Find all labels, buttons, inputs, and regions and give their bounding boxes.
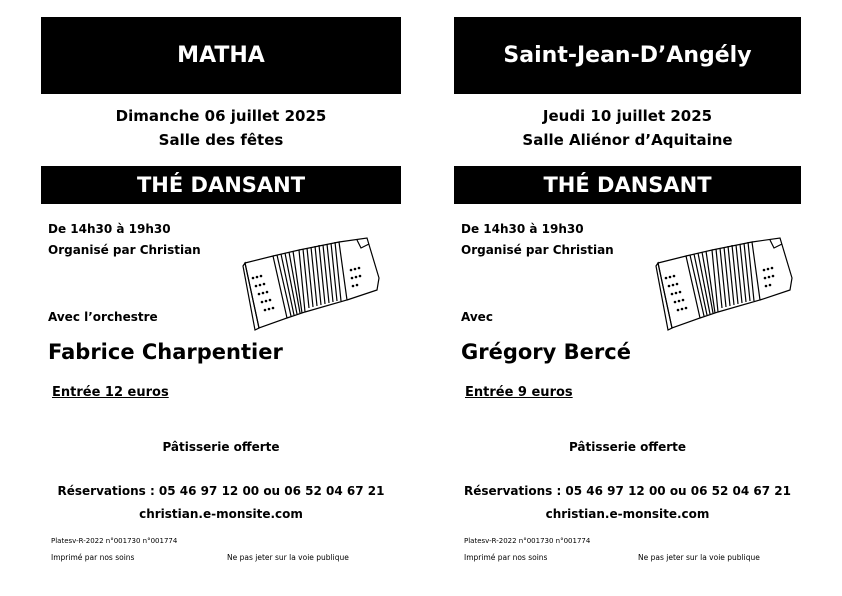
city-banner: Saint-Jean-D’Angély	[454, 17, 801, 94]
band-intro: Avec l’orchestre	[48, 310, 158, 324]
printed-note: Imprimé par nos soins	[464, 553, 548, 562]
entry-price: Entrée 12 euros	[52, 385, 169, 400]
event-venue: Salle des fêtes	[158, 131, 284, 149]
accordion-icon	[652, 228, 802, 338]
reservations-phone: Réservations : 05 46 97 12 00 ou 06 52 04 67 21	[464, 484, 791, 498]
pastry-offer: Pâtisserie offerte	[568, 440, 687, 454]
date-venue-block	[41, 104, 401, 152]
artist-name: Grégory Bercé	[461, 340, 631, 364]
website-link[interactable]: christian.e-monsite.com	[139, 507, 303, 521]
license-number: Platesv-R-2022 n°001730 n°001774	[464, 537, 591, 545]
event-organizer: Organisé par Christian	[48, 243, 201, 257]
website-link[interactable]: christian.e-monsite.com	[545, 507, 710, 521]
no-litter-note: Ne pas jeter sur la voie publique	[638, 553, 760, 562]
event-hours: De 14h30 à 19h30	[461, 222, 584, 236]
printed-note: Imprimé par nos soins	[51, 553, 135, 562]
city-banner: MATHA	[41, 17, 401, 94]
event-title-banner: THÉ DANSANT	[454, 166, 801, 204]
date-venue-block	[454, 104, 801, 152]
flyer-matha	[41, 0, 401, 596]
pastry-offer: Pâtisserie offerte	[162, 440, 280, 454]
artist-name: Fabrice Charpentier	[48, 340, 283, 364]
no-litter-note: Ne pas jeter sur la voie publique	[227, 553, 349, 562]
reservations-phone: Réservations : 05 46 97 12 00 ou 06 52 04 67 21	[57, 484, 385, 498]
event-venue: Salle Aliénor d’Aquitaine	[522, 131, 733, 149]
event-title-banner: THÉ DANSANT	[41, 166, 401, 204]
event-hours: De 14h30 à 19h30	[48, 222, 171, 236]
event-date: Jeudi 10 juillet 2025	[542, 107, 713, 125]
event-organizer: Organisé par Christian	[461, 243, 614, 257]
flyer-saint-jean	[454, 0, 801, 596]
license-number: Platesv-R-2022 n°001730 n°001774	[51, 537, 178, 545]
event-date: Dimanche 06 juillet 2025	[115, 107, 327, 125]
entry-price: Entrée 9 euros	[465, 385, 573, 400]
band-intro: Avec	[461, 310, 493, 324]
accordion-icon	[239, 228, 389, 338]
